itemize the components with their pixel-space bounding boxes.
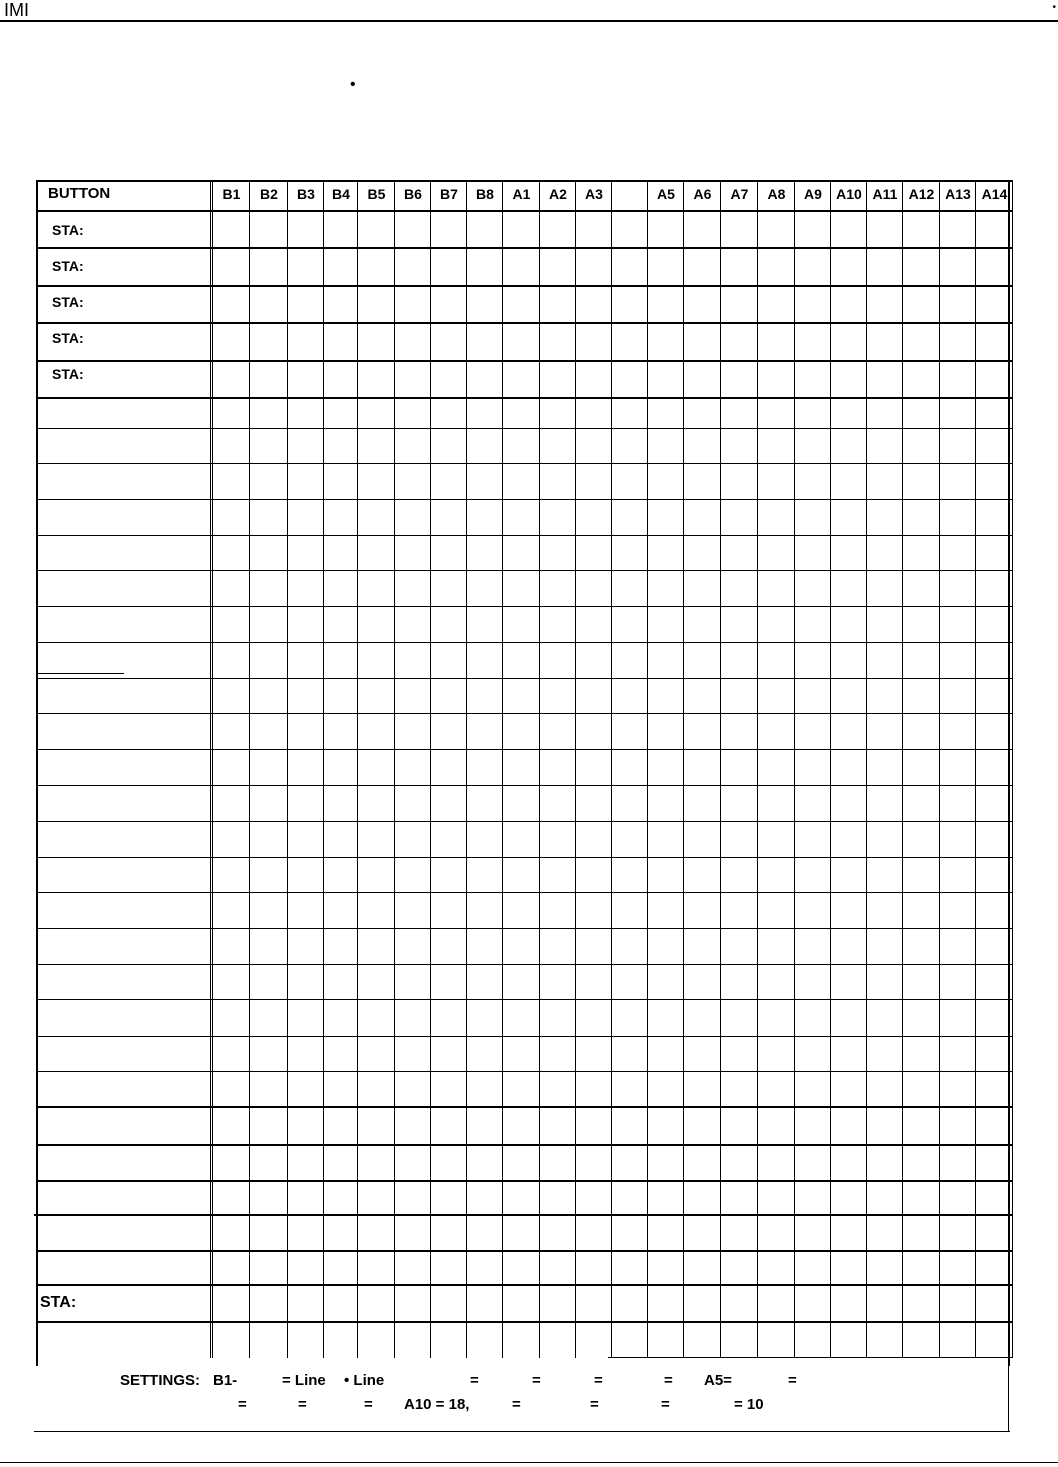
settings-token: = xyxy=(238,1396,247,1413)
column-separator xyxy=(539,180,540,1358)
column-header-b8: B8 xyxy=(476,186,494,202)
column-header-b4: B4 xyxy=(332,186,350,202)
column-separator xyxy=(502,180,503,1358)
column-header-a11: A11 xyxy=(872,186,898,202)
corner-mark: IMI xyxy=(4,0,29,20)
sta-label-3: STA: xyxy=(52,294,84,310)
settings-token: B1- xyxy=(213,1372,238,1389)
column-header-b7: B7 xyxy=(440,186,458,202)
column-header-a12: A12 xyxy=(908,186,935,202)
settings-token: = xyxy=(364,1396,373,1413)
column-header-a9: A9 xyxy=(804,186,822,202)
column-header-a10: A10 xyxy=(836,186,862,202)
sta-label-4: STA: xyxy=(52,330,84,346)
column-separator xyxy=(647,180,648,1358)
settings-token: = xyxy=(512,1396,521,1413)
column-header-a8: A8 xyxy=(767,186,786,202)
dot-mark: • xyxy=(350,76,356,93)
column-separator xyxy=(794,180,795,1358)
settings-token: = 10 xyxy=(734,1396,764,1413)
column-header-a1: A1 xyxy=(512,186,531,202)
column-separator xyxy=(357,180,358,1358)
column-header-a6: A6 xyxy=(693,186,712,202)
column-separator xyxy=(430,180,431,1358)
bottom-sta-label: STA: xyxy=(40,1294,77,1311)
settings-token: = xyxy=(594,1372,603,1389)
settings-token: = xyxy=(664,1372,673,1389)
settings-label: SETTINGS: xyxy=(120,1372,201,1389)
sta-label-1: STA: xyxy=(52,222,84,238)
column-header-a14: A14 xyxy=(981,186,1008,202)
column-separator xyxy=(866,180,867,1358)
column-separator xyxy=(1012,180,1013,1358)
column-header-b6: B6 xyxy=(404,186,422,202)
button-header-label: BUTTON xyxy=(48,185,111,202)
column-separator xyxy=(249,180,250,1358)
sta-label-5: STA: xyxy=(52,366,84,382)
column-separator xyxy=(466,180,467,1358)
settings-token: = Line xyxy=(282,1372,326,1389)
short-rule xyxy=(36,673,124,674)
column-separator xyxy=(212,180,213,1358)
column-header-a3: A3 xyxy=(585,186,603,202)
label-column-separator xyxy=(210,180,211,1358)
settings-token: = xyxy=(298,1396,307,1413)
right-border xyxy=(1008,180,1010,1366)
column-separator xyxy=(575,180,576,1358)
top-right-mark: • xyxy=(1052,2,1056,13)
column-header-a5: A5 xyxy=(657,186,675,202)
sta-label-2: STA: xyxy=(52,258,84,274)
column-separator xyxy=(939,180,940,1358)
column-header-b5: B5 xyxy=(367,186,386,202)
left-border xyxy=(36,180,38,1366)
footer-box-right xyxy=(1008,1362,1009,1432)
column-separator xyxy=(323,180,324,1358)
column-separator xyxy=(287,180,288,1358)
bottom-partial-rule xyxy=(608,1357,1012,1358)
column-separator xyxy=(975,180,976,1358)
settings-token: A10 = 18, xyxy=(404,1396,470,1413)
settings-token: A5= xyxy=(704,1372,732,1389)
column-separator xyxy=(611,180,612,1358)
column-separator xyxy=(683,180,684,1358)
column-header-a2: A2 xyxy=(549,186,567,202)
footer-box-bottom xyxy=(34,1431,1010,1432)
column-header-a7: A7 xyxy=(730,186,749,202)
column-header-b3: B3 xyxy=(297,186,315,202)
column-header-a13: A13 xyxy=(945,186,971,202)
column-separator xyxy=(720,180,721,1358)
settings-token: = xyxy=(590,1396,599,1413)
header-rule xyxy=(0,20,1058,22)
column-header-b2: B2 xyxy=(260,186,278,202)
column-separator xyxy=(394,180,395,1358)
column-header-b1: B1 xyxy=(222,186,241,202)
page-bottom-rule xyxy=(0,1462,1058,1463)
settings-token: = xyxy=(470,1372,479,1389)
settings-token: = xyxy=(661,1396,670,1413)
column-separator xyxy=(902,180,903,1358)
column-separator xyxy=(830,180,831,1358)
column-separator xyxy=(757,180,758,1358)
settings-token: = xyxy=(788,1372,797,1389)
settings-token: • Line xyxy=(344,1372,385,1389)
settings-token: = xyxy=(532,1372,541,1389)
